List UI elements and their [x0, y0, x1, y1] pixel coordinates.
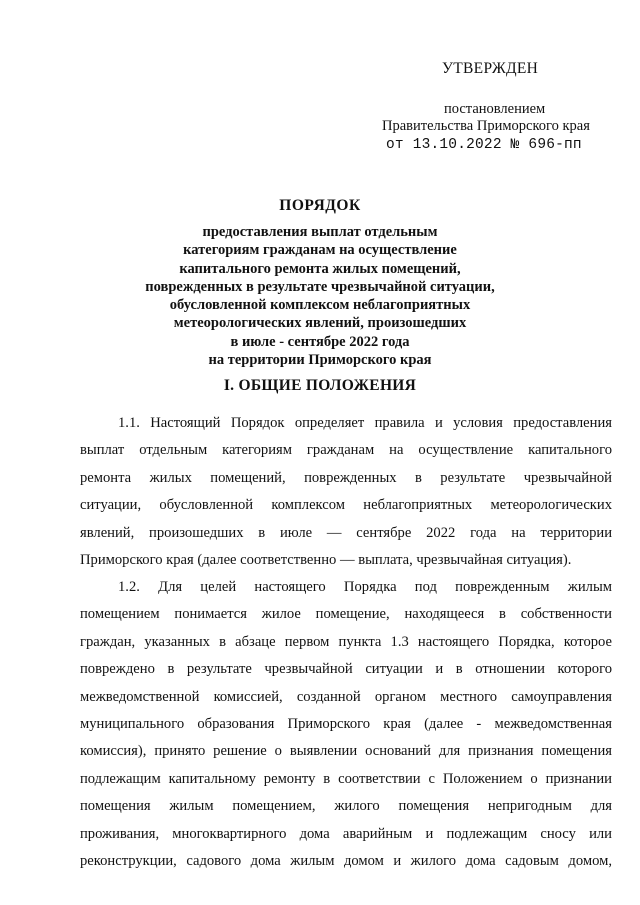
text-line: Приморского края (далее соответственно — выплата, чрезвычайная ситуация).	[80, 551, 572, 568]
text-line: межведомственной комиссией, созданной органом местного самоуправления	[80, 688, 612, 705]
subtitle-line: поврежденных в результате чрезвычайной ситуации,	[145, 278, 495, 295]
text-line: ремонта жилых помещений, поврежденных в результате чрезвычайной	[80, 469, 612, 486]
text-line: 1.1. Настоящий Порядок определяет правила и условия предоставления	[118, 415, 612, 431]
subtitle-line: на территории Приморского края	[208, 352, 432, 369]
text-line: комиссия), принято решение о выявлении оснований для признания помещения	[80, 743, 612, 760]
subtitle-line: предоставления выплат отдельным	[202, 224, 438, 240]
decree-word: постановлением	[444, 101, 546, 117]
text-line: 1.2. Для целей настоящего Порядка под поврежденным жилым	[118, 579, 612, 595]
text-line: помещения жилым помещением, жилого помещения непригодным для	[80, 798, 612, 815]
text-line: ситуации, обусловленной комплексом неблагоприятных метеорологических	[80, 497, 612, 514]
section-heading: I. ОБЩИЕ ПОЛОЖЕНИЯ	[223, 377, 417, 394]
approved-label: УТВЕРЖДЕН	[442, 60, 539, 77]
paragraph-1-1	[80, 410, 612, 574]
text-line: проживания, многоквартирного дома аварийным и подлежащим сносу или	[80, 825, 612, 842]
text-line: выплат отдельным категориям гражданам на осуществление капитального	[80, 442, 612, 459]
decree-government: Правительства Приморского края	[382, 118, 590, 134]
subtitle-line: метеорологических явлений, произошедших	[173, 315, 467, 332]
text-line: повреждено в результате чрезвычайной ситуации и в отношении которого	[80, 661, 612, 678]
subtitle-line: капитального ремонта жилых помещений,	[179, 260, 461, 277]
text-line: граждан, указанных в абзаце первом пункта 1.3 настоящего Порядка, которое	[80, 633, 612, 650]
document-subtitle	[0, 223, 640, 369]
subtitle-line: категориям гражданам на осуществление	[183, 242, 457, 259]
text-line: муниципального образования Приморского края (далее - межведомственная	[80, 715, 612, 732]
subtitle-line: в июле - сентябре 2022 года	[230, 333, 410, 350]
text-line: помещением понимается жилое помещение, находящееся в собственности	[80, 606, 612, 623]
text-line: реконструкции, садового дома жилым домом и жилого дома садовым домом,	[80, 852, 612, 869]
decree-date-number: от 13.10.2022 № 696-пп	[386, 137, 582, 153]
document-title: ПОРЯДОК	[279, 197, 361, 214]
paragraph-1-2	[80, 574, 612, 875]
text-line: явлений, произошедших в июле — сентябре 2022 года на территории	[80, 524, 612, 541]
subtitle-line: обусловленной комплексом неблагоприятных	[169, 297, 471, 314]
text-line: подлежащим капитальному ремонту в соответствии с Положением о признании	[80, 770, 612, 787]
